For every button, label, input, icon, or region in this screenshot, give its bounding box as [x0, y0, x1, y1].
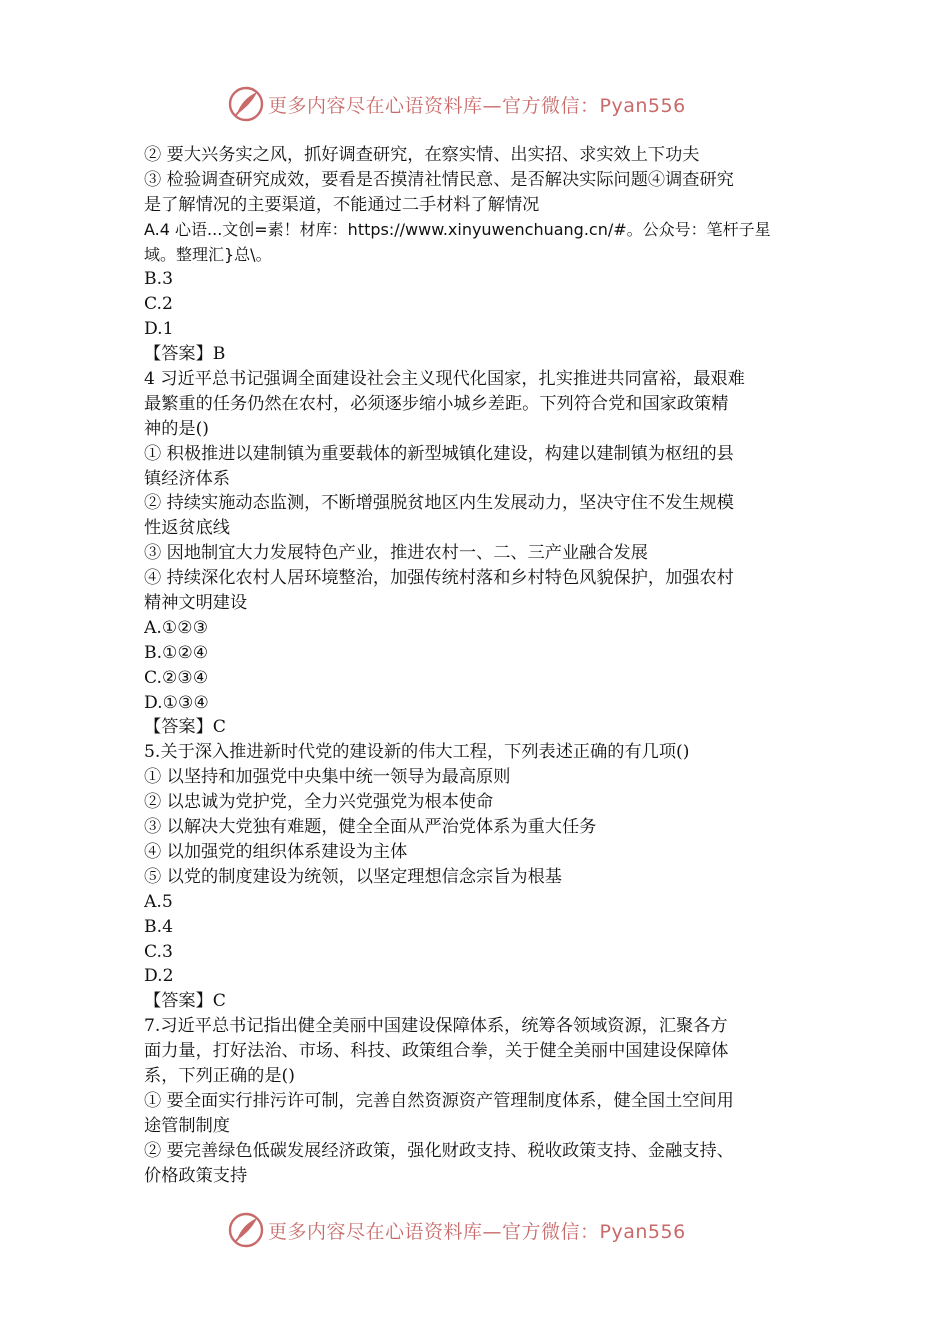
option-line: A.5	[144, 891, 173, 912]
question-line: 神的是()	[144, 418, 209, 439]
option-line: A.①②③	[144, 617, 209, 638]
option-line: C.2	[144, 294, 173, 315]
document-body	[144, 143, 812, 1188]
text-line: 是了解情况的主要渠道，不能通过二手材料了解情况	[144, 194, 540, 215]
text-line: 价格政策支持	[144, 1165, 248, 1186]
option-line: C.3	[144, 941, 173, 962]
quill-logo-icon	[226, 1210, 266, 1250]
header-banner	[226, 84, 686, 124]
text-line: ② 要大兴务实之风，抓好调查研究，在察实情、出实招、求实效上下功夫	[144, 145, 700, 165]
promo-line: 域。整理汇}总\。	[144, 244, 272, 264]
text-line: ④ 以加强党的组织体系建设为主体	[144, 841, 408, 862]
text-line: ④ 持续深化农村人居环境整治，加强传统村落和乡村特色风貌保护，加强农村	[144, 568, 734, 589]
text-line: ① 要全面实行排污许可制，完善自然资源资产管理制度体系，健全国土空间用	[144, 1090, 734, 1111]
text-line: ⑤ 以党的制度建设为统领，以坚定理想信念宗旨为根基	[144, 866, 562, 887]
text-line: ① 以坚持和加强党中央集中统一领导为最高原则	[144, 767, 511, 788]
option-line: D.①③④	[144, 692, 209, 713]
question-line: 系，下列正确的是()	[144, 1065, 295, 1086]
quill-logo-icon	[226, 84, 266, 124]
option-line: C.②③④	[144, 667, 209, 688]
text-line: ① 积极推进以建制镇为重要载体的新型城镇化建设，构建以建制镇为枢纽的县	[144, 443, 734, 464]
text-line: ② 持续实施动态监测，不断增强脱贫地区内生发展动力，坚决守住不发生规模	[144, 493, 734, 514]
text-line: ② 以忠诚为党护党，全力兴党强党为根本使命	[144, 792, 494, 813]
answer-line: 【答案】B	[144, 344, 226, 365]
question-line: 5.关于深入推进新时代党的建设新的伟大工程，下列表述正确的有几项()	[144, 742, 690, 763]
text-line: 镇经济体系	[144, 468, 230, 489]
promo-line: A.4 心语...文创=素！材库：https://www.xinyuwenchuang.cn/#。公众号：笔杆子星	[144, 219, 771, 239]
banner-text: 更多内容尽在心语资料库—官方微信：Pyan556	[268, 1220, 686, 1243]
answer-line: 【答案】C	[144, 991, 226, 1012]
question-line: 最繁重的任务仍然在农村，必须逐步缩小城乡差距。下列符合党和国家政策精	[144, 393, 729, 414]
footer-banner	[226, 1210, 686, 1250]
option-line: B.①②④	[144, 642, 209, 663]
text-line: 精神文明建设	[144, 593, 248, 614]
text-line: ③ 因地制宜大力发展特色产业，推进农村一、二、三产业融合发展	[144, 543, 648, 564]
question-line: 面力量，打好法治、市场、科技、政策组合拳，关于健全美丽中国建设保障体	[144, 1041, 729, 1062]
question-line: 4 习近平总书记强调全面建设社会主义现代化国家，扎实推进共同富裕，最艰难	[144, 369, 745, 390]
text-line: ② 要完善绿色低碳发展经济政策，强化财政支持、税收政策支持、金融支持、	[144, 1140, 734, 1161]
text-line: ③ 检验调查研究成效，要看是否摸清社情民意、是否解决实际问题④调查研究	[144, 169, 734, 190]
question-line: 7.习近平总书记指出健全美丽中国建设保障体系，统筹各领域资源，汇聚各方	[144, 1016, 728, 1037]
text-line: 途管制制度	[144, 1115, 230, 1136]
option-line: D.1	[144, 319, 174, 340]
option-line: B.4	[144, 916, 174, 937]
answer-line: 【答案】C	[144, 717, 226, 738]
text-line: ③ 以解决大党独有难题，健全全面从严治党体系为重大任务	[144, 817, 597, 838]
banner-text: 更多内容尽在心语资料库—官方微信：Pyan556	[268, 94, 686, 117]
option-line: D.2	[144, 966, 174, 987]
text-line: 性返贫底线	[144, 518, 230, 539]
option-line: B.3	[144, 269, 174, 290]
